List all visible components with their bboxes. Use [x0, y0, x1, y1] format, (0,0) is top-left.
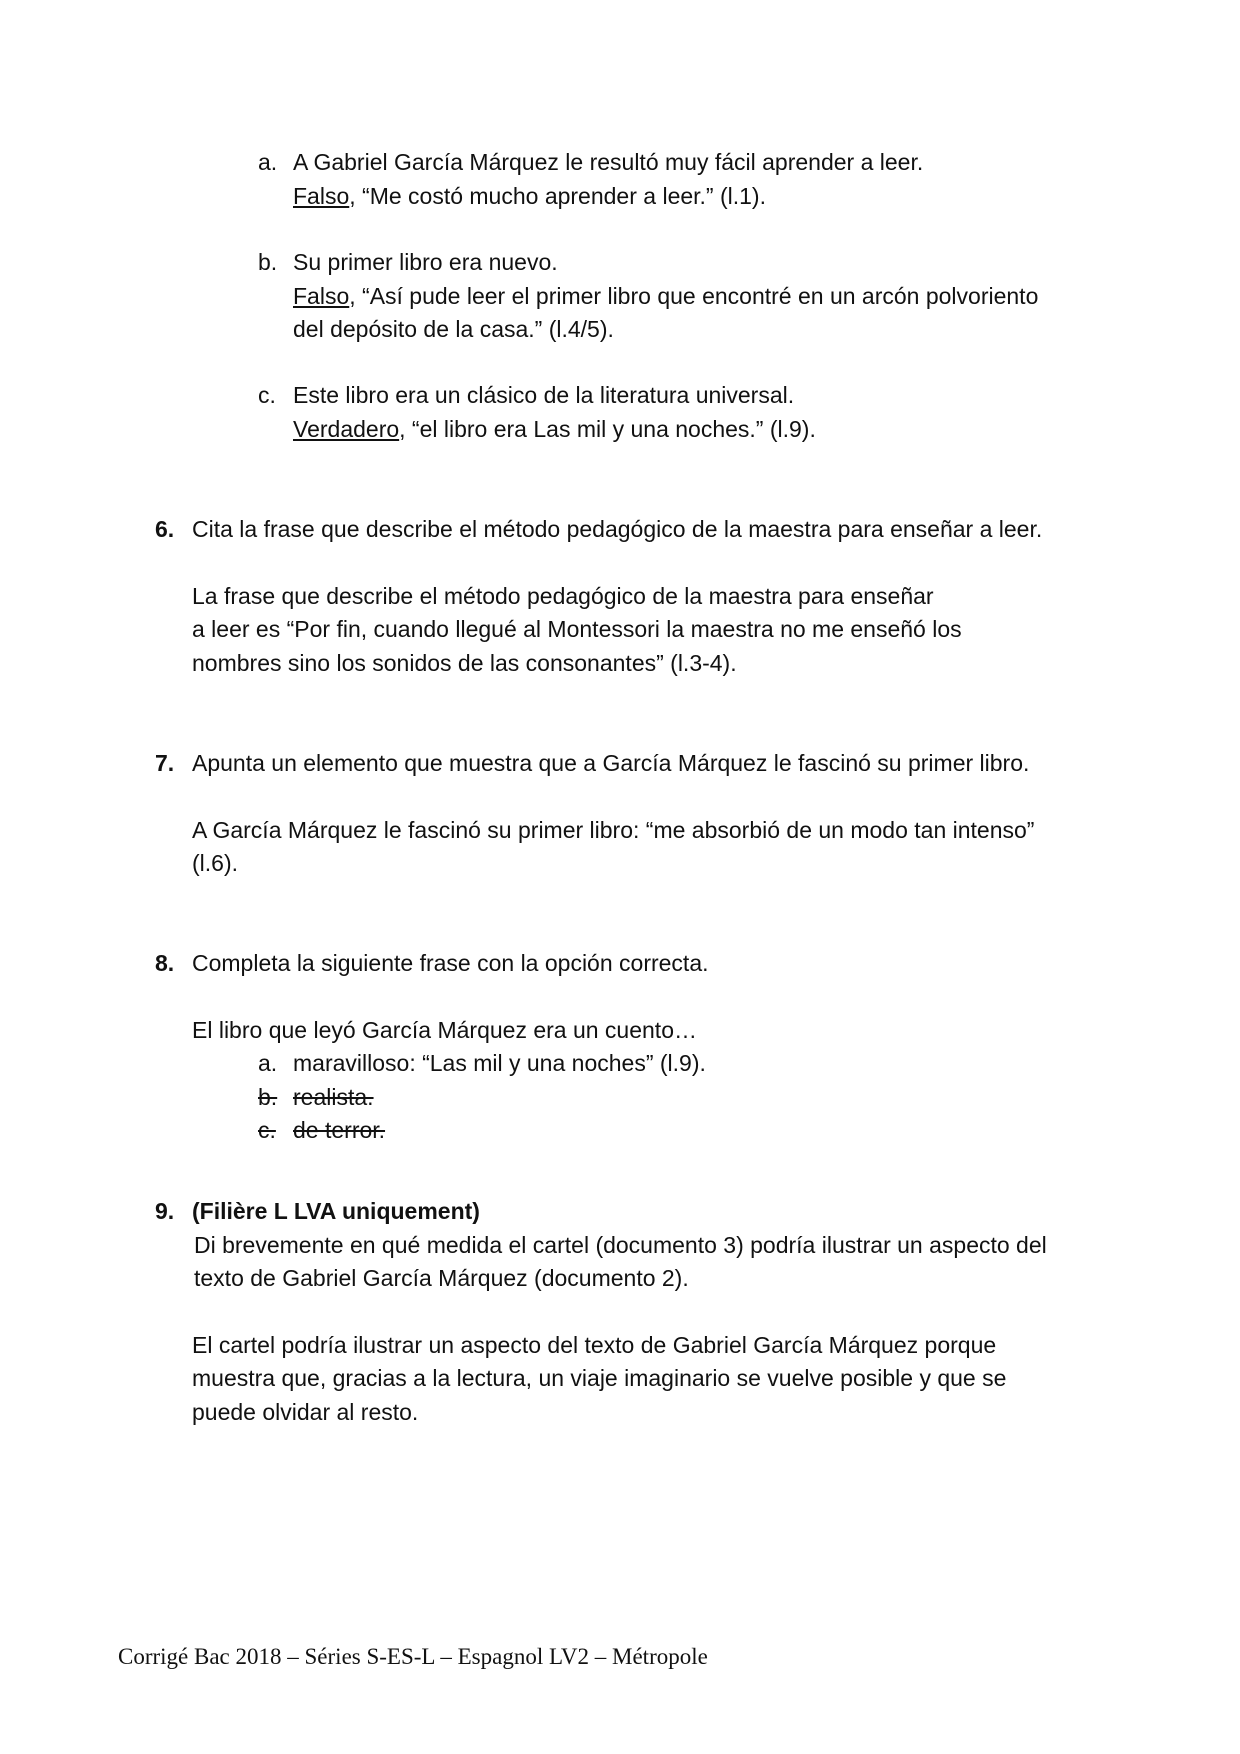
page-footer: Corrigé Bac 2018 – Séries S-ES-L – Espagnol LV2 – Métropole — [118, 1644, 708, 1669]
answer-line: nombres sino los sonidos de las consonantes” (l.3-4). — [192, 649, 737, 676]
option-c — [258, 1114, 709, 1148]
answer-line — [258, 413, 816, 447]
q5-item-a — [258, 146, 923, 213]
answer — [155, 1329, 1047, 1430]
option-letter: b. — [258, 1083, 278, 1110]
verdict: Falso — [293, 282, 350, 309]
option-letter: c. — [258, 1117, 276, 1143]
question-number: 9. — [155, 1198, 175, 1224]
question-text: Completa la siguiente frase con la opción correcta. — [192, 950, 709, 976]
option-a — [258, 1047, 709, 1081]
q5-item-b — [258, 246, 1038, 347]
answer-line: a leer es “Por fin, cuando llegué al Montessori la maestra no me enseñó los — [192, 616, 962, 642]
question-text — [155, 1229, 1047, 1296]
answer — [155, 814, 1034, 881]
answer-line: del depósito de la casa.” (l.4/5). — [293, 316, 614, 342]
answer-line: La frase que describe el método pedagógico de la maestra para enseñar — [192, 582, 934, 609]
answer-line: A García Márquez le fascinó su primer libro: “me absorbió de un modo tan intenso” — [192, 816, 1035, 843]
question-text: Apunta un elemento que muestra que a García Márquez le fascinó su primer libro. — [192, 750, 1030, 776]
question-line: texto de Gabriel García Márquez (documento 2). — [194, 1265, 689, 1291]
option-letter: a. — [258, 1050, 278, 1076]
answer-line: puede olvidar al resto. — [192, 1398, 419, 1425]
option-text: realista. — [293, 1083, 374, 1110]
question-number: 6. — [155, 516, 175, 542]
justification: , “el libro era Las mil y una noches.” (l.9). — [399, 415, 816, 442]
answer-line: muestra que, gracias a la lectura, un viaje imaginario se vuelve posible y que se — [192, 1365, 1007, 1391]
verdict: Falso — [293, 182, 350, 209]
answer-line: (l.6). — [192, 850, 238, 876]
q5-item-c — [258, 379, 816, 446]
answer-line — [258, 180, 923, 214]
question-number: 7. — [155, 750, 175, 776]
answer-line — [258, 280, 1038, 314]
answer-intro: El libro que leyó García Márquez era un cuento… — [192, 1016, 697, 1043]
item-letter: a. — [258, 149, 278, 175]
statement: Este libro era un clásico de la literatura universal. — [293, 382, 795, 408]
question-7 — [155, 747, 1034, 881]
statement: Su primer libro era nuevo. — [293, 249, 558, 275]
justification: , “Así pude leer el primer libro que encontré en un arcón polvoriento — [349, 282, 1039, 309]
question-8 — [155, 947, 709, 1148]
option-b — [258, 1081, 709, 1115]
question-number: 8. — [155, 950, 175, 976]
question-6 — [155, 513, 1042, 680]
question-9 — [155, 1195, 1047, 1429]
option-text: maravilloso: “Las mil y una noches” (l.9). — [293, 1050, 706, 1076]
question-text: Cita la frase que describe el método pedagógico de la maestra para enseñar a leer. — [192, 516, 1043, 542]
question-title: (Filière L LVA uniquement) — [192, 1198, 480, 1224]
statement: A Gabriel García Márquez le resultó muy fácil aprender a leer. — [293, 149, 924, 175]
option-list — [192, 1047, 709, 1148]
justification: , “Me costó mucho aprender a leer.” (l.1). — [349, 182, 766, 209]
answer — [155, 1014, 709, 1148]
verdict: Verdadero — [293, 415, 400, 442]
answer — [155, 580, 1042, 681]
item-letter: c. — [258, 382, 276, 408]
answer-line: El cartel podría ilustrar un aspecto del texto de Gabriel García Márquez porque — [192, 1331, 997, 1358]
item-letter: b. — [258, 249, 278, 275]
option-text: de terror. — [293, 1117, 386, 1143]
question-line: Di brevemente en qué medida el cartel (documento 3) podría ilustrar un aspecto del — [194, 1231, 1047, 1258]
